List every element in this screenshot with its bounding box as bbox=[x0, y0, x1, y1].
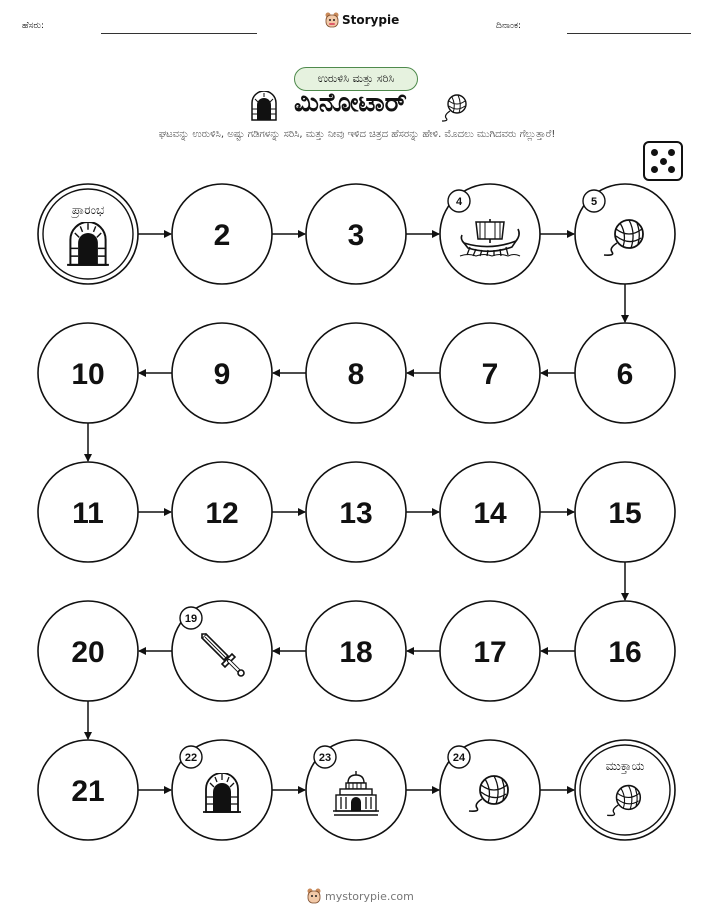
space-number: 17 bbox=[473, 636, 507, 669]
space-number: 5 bbox=[590, 196, 598, 208]
space-number: 24 bbox=[452, 752, 466, 764]
name-label: ಹೆಸರು: bbox=[22, 21, 45, 31]
tunnel-icon bbox=[67, 222, 109, 265]
space-number: 6 bbox=[616, 358, 634, 391]
space-number: 7 bbox=[481, 358, 499, 391]
board-space-22[interactable] bbox=[172, 740, 272, 840]
space-number: 23 bbox=[318, 752, 332, 764]
board-space-9[interactable] bbox=[172, 323, 272, 423]
space-number: 4 bbox=[455, 196, 463, 208]
finish-label: ಮುಕ್ತಾಯ bbox=[605, 759, 645, 773]
board-space-8[interactable] bbox=[306, 323, 406, 423]
board-space-3[interactable] bbox=[306, 184, 406, 284]
space-number: 19 bbox=[184, 613, 198, 625]
board-space-19[interactable] bbox=[172, 601, 272, 701]
footer-brand bbox=[307, 888, 414, 904]
board-space-16[interactable] bbox=[575, 601, 675, 701]
tunnel-icon bbox=[203, 773, 241, 812]
board-space-13[interactable] bbox=[306, 462, 406, 562]
board-space-7[interactable] bbox=[440, 323, 540, 423]
game-title: ಮಿನೋಟಾರ್ bbox=[294, 88, 407, 118]
board-space-18[interactable] bbox=[306, 601, 406, 701]
board-space-5[interactable] bbox=[575, 184, 675, 284]
space-number: 20 bbox=[71, 636, 105, 669]
board-space-17[interactable] bbox=[440, 601, 540, 701]
space-number: 2 bbox=[213, 219, 231, 252]
game-instructions: ಘಟವನ್ನು ಉರುಳಿಸಿ, ಅಷ್ಟು ಗಡಿಗಳನ್ನು ಸರಿಸಿ, ಮತ್ತು ನೀವು ಇಳಿದ ಚಿತ್ರದ ಹೆಸರನ್ನು ಹೇಳಿ. ಮೊದಲು ಮುಗಿದವರು ಗೆಲ್ಲುತ್ತಾರೆ! bbox=[158, 129, 556, 140]
game-tag: ಉರುಳಿಸಿ ಮತ್ತು ಸರಿಸಿ bbox=[294, 67, 418, 91]
space-number: 9 bbox=[213, 358, 231, 391]
board-space-2[interactable] bbox=[172, 184, 272, 284]
board-space-14[interactable] bbox=[440, 462, 540, 562]
storypie-mascot-icon bbox=[307, 888, 321, 904]
space-number: 10 bbox=[71, 358, 105, 391]
space-number: 15 bbox=[608, 497, 642, 530]
board-space-4[interactable] bbox=[440, 184, 540, 284]
board-space-15[interactable] bbox=[575, 462, 675, 562]
board-space-1[interactable] bbox=[38, 184, 138, 284]
start-label: ಪ್ರಾರಂಭ bbox=[71, 203, 105, 217]
space-number: 21 bbox=[71, 775, 105, 808]
board-space-10[interactable] bbox=[38, 323, 138, 423]
space-number: 11 bbox=[72, 497, 104, 530]
space-number: 3 bbox=[347, 219, 365, 252]
board-space-25[interactable] bbox=[575, 740, 675, 840]
space-number: 13 bbox=[339, 497, 373, 530]
space-number: 16 bbox=[608, 636, 642, 669]
footer-url[interactable]: mystorypie.com bbox=[325, 889, 414, 903]
space-number: 14 bbox=[473, 497, 507, 530]
board-space-20[interactable] bbox=[38, 601, 138, 701]
date-label: ದಿನಾಂಕ: bbox=[496, 21, 522, 31]
board-space-24[interactable] bbox=[440, 740, 540, 840]
board-space-12[interactable] bbox=[172, 462, 272, 562]
space-number: 8 bbox=[347, 358, 365, 391]
board-space-6[interactable] bbox=[575, 323, 675, 423]
space-number: 12 bbox=[205, 497, 239, 530]
board-space-23[interactable] bbox=[306, 740, 406, 840]
brand-name: Storypie bbox=[342, 13, 400, 27]
board-space-21[interactable] bbox=[38, 740, 138, 840]
space-number: 22 bbox=[184, 752, 198, 764]
board-space-11[interactable] bbox=[38, 462, 138, 562]
space-number: 18 bbox=[339, 636, 373, 669]
